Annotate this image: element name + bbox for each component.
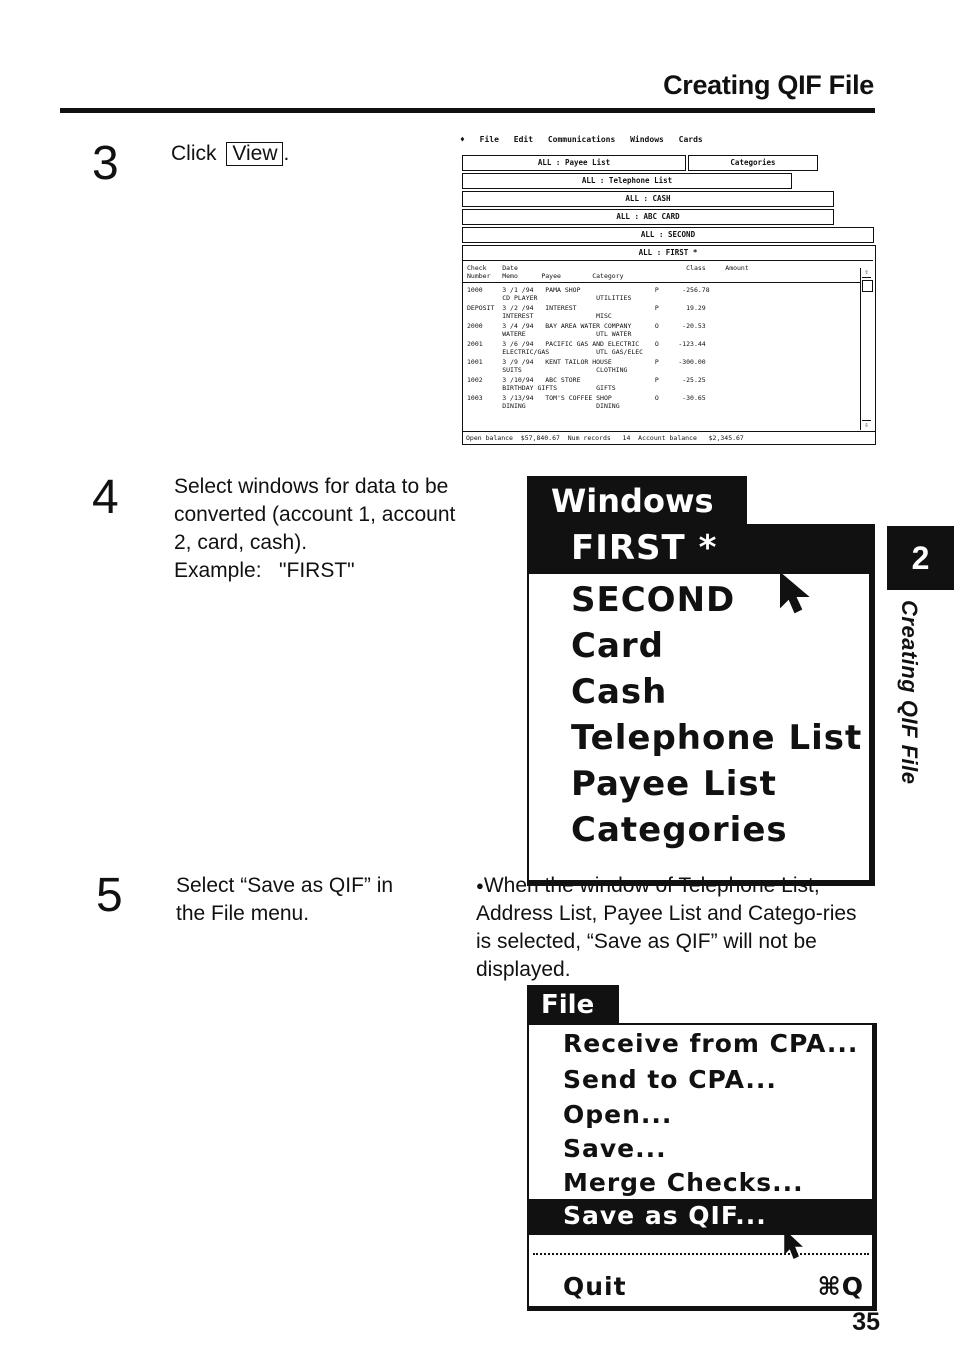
quit-shortcut: ⌘Q [817, 1272, 864, 1301]
step-text-line: Select “Save as QIF” in [176, 874, 394, 897]
register-row[interactable]: INTEREST MISC [467, 312, 612, 320]
page-header-title: Creating QIF File [663, 70, 874, 100]
register-header: Check Date Class Amount Number Memo Payee Category [467, 264, 749, 280]
window-first-title[interactable]: ALL : FIRST * [463, 246, 873, 261]
menu-file[interactable]: File [479, 135, 499, 144]
window-abc-card[interactable]: ALL : ABC CARD [462, 209, 834, 225]
step-text-line: Select windows for data to be [174, 475, 449, 498]
menu-cards[interactable]: Cards [678, 135, 703, 144]
step-instruction [174, 473, 455, 585]
window-categories[interactable]: Categories [688, 155, 818, 171]
menu-item-second[interactable]: SECOND [571, 580, 736, 620]
register-row[interactable]: 1003 3 /13/94 TOM'S COFFEE SHOP O -30.65 [467, 394, 706, 402]
file-menu-title[interactable]: File [527, 985, 619, 1025]
step-punct: . [283, 142, 290, 165]
step-text-line: the File menu. [176, 902, 310, 925]
step-text-line: 2, card, cash). [174, 531, 308, 554]
menu-item-save[interactable]: Save... [563, 1134, 667, 1163]
step-text-line: Example: "FIRST" [174, 559, 355, 582]
menu-item-send-to-cpa[interactable]: Send to CPA... [563, 1065, 777, 1094]
register-row[interactable]: 2000 3 /4 /94 BAY AREA WATER COMPANY O -20.53 [467, 322, 706, 330]
header-divider [463, 282, 861, 283]
register-row[interactable]: CD PLAYER UTILITIES [467, 294, 632, 302]
note-text: When the window of Telephone List, Address List, Payee List and Catego-ries is selected, “Save as QIF” will not be displayed. [476, 874, 857, 981]
step-number: 4 [92, 471, 119, 524]
windows-menu-title[interactable]: Windows [527, 476, 747, 526]
scroll-down-arrow-icon[interactable]: ⇩ [862, 420, 871, 430]
menu-item-receive-from-cpa[interactable]: Receive from CPA... [563, 1029, 859, 1058]
window-payee-list[interactable]: ALL : Payee List [462, 155, 686, 171]
menu-item-cash[interactable]: Cash [571, 672, 668, 712]
page-number: 35 [852, 1308, 880, 1336]
view-button[interactable]: View [226, 142, 283, 166]
windows-menu-dropdown [527, 524, 875, 886]
header-rule [60, 108, 875, 113]
mouse-pointer-icon [779, 572, 811, 616]
note-paragraph [476, 872, 876, 984]
window-second[interactable]: ALL : SECOND [462, 227, 874, 243]
register-row[interactable]: SUITS CLOTHING [467, 366, 628, 374]
menu-communications[interactable]: Communications [547, 135, 616, 144]
step-text-line: converted (account 1, account [174, 503, 456, 526]
scroll-up-arrow-icon[interactable]: ⇧ [862, 268, 871, 278]
step-instruction [176, 872, 393, 928]
menu-item-quit[interactable]: Quit [563, 1272, 627, 1301]
step-instruction [171, 140, 289, 168]
quicken-screen [460, 135, 880, 447]
register-window-first[interactable] [462, 245, 876, 445]
menu-item-first[interactable]: FIRST * [529, 526, 871, 574]
bullet-icon: ● [476, 878, 484, 893]
menu-edit[interactable]: Edit [513, 135, 534, 144]
scroll-thumb[interactable] [862, 280, 873, 292]
menu-item-merge-checks[interactable]: Merge Checks... [563, 1168, 804, 1197]
register-row[interactable]: 1000 3 /1 /94 PAMA SHOP P -256.78 [467, 286, 710, 294]
window-cash[interactable]: ALL : CASH [462, 191, 834, 207]
register-footer: Open balance $57,840.67 Num records 14 Account balance $2,345.67 [463, 431, 875, 444]
menu-windows[interactable]: Windows [630, 135, 664, 144]
file-menu-dropdown [527, 1023, 877, 1311]
mac-menubar [460, 135, 880, 149]
register-row[interactable]: 1001 3 /9 /94 KENT TAILOR HOUSE P -300.00 [467, 358, 706, 366]
register-row[interactable]: BIRTHDAY GIFTS GIFTS [467, 384, 616, 392]
menu-item-card[interactable]: Card [571, 626, 665, 666]
menu-item-payee-list[interactable]: Payee List [571, 764, 777, 804]
chapter-tab-label: Creating QIF File [897, 600, 922, 785]
register-row[interactable]: DEPOSIT 3 /2 /94 INTEREST P 19.29 [467, 304, 706, 312]
chapter-tab: 2 [887, 526, 954, 590]
menu-item-telephone-list[interactable]: Telephone List [571, 718, 863, 758]
window-telephone-list[interactable]: ALL : Telephone List [462, 173, 792, 189]
register-scrollbar[interactable] [860, 268, 873, 430]
menu-item-categories[interactable]: Categories [571, 810, 788, 850]
step-text: Click [171, 142, 217, 165]
menu-item-open[interactable]: Open... [563, 1100, 673, 1129]
register-row[interactable]: DINING DINING [467, 402, 620, 410]
mouse-pointer-icon [783, 1229, 803, 1261]
register-row[interactable]: 2001 3 /6 /94 PACIFIC GAS AND ELECTRIC O -123.44 [467, 340, 706, 348]
apple-menu-icon[interactable]: ♦ [460, 135, 465, 144]
menu-item-save-as-qif[interactable]: Save as QIF... [529, 1199, 872, 1235]
step-number: 3 [92, 137, 119, 190]
step-number: 5 [96, 869, 123, 922]
register-row[interactable]: 1002 3 /10/94 ABC STORE P -25.25 [467, 376, 706, 384]
register-row[interactable]: ELECTRIC/GAS UTL GAS/ELEC [467, 348, 644, 356]
register-row[interactable]: WATERE UTL WATER [467, 330, 632, 338]
menu-separator [533, 1253, 869, 1255]
